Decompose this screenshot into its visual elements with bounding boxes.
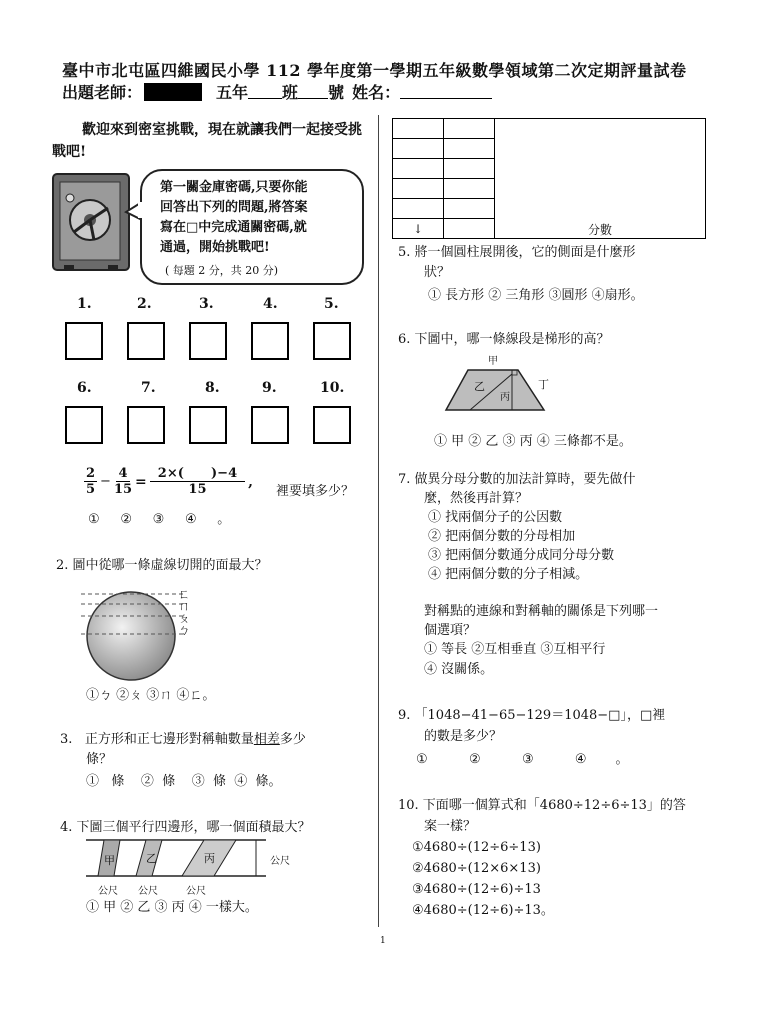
score-cell[interactable] (444, 139, 495, 159)
comma: , (248, 473, 253, 490)
bubble-score-note: ( 每題 2 分，共 20 分) (165, 264, 279, 277)
q2-options: ①ㄅ ②ㄆ ③ㄇ ④ㄈ。 (86, 688, 216, 703)
answer-box-2[interactable] (127, 322, 165, 360)
name-blank[interactable] (400, 84, 492, 99)
q1-prompt: 裡要填多少？ (276, 484, 355, 499)
q7-option: ③ 把兩個分數通分成同分母分數 (428, 548, 615, 563)
fraction (150, 466, 245, 497)
q4-text: 4. 下圖三個平行四邊形，哪一個面積最大？ (60, 820, 311, 835)
trap-label: 甲 (488, 356, 498, 367)
answer-box-7[interactable] (127, 406, 165, 444)
q5-text: 5. 將一個圓柱展開後，它的側面是什麼形 (398, 245, 636, 260)
score-label: 分數 (587, 223, 612, 237)
q8-options-line2: ④ 沒關係。 (424, 662, 494, 677)
trap-label: 乙 (474, 380, 485, 393)
answer-number: 7. (141, 380, 156, 396)
q3-text-part: 多少 (279, 732, 306, 747)
shape-label: 丙 (204, 852, 215, 865)
fraction (114, 466, 132, 497)
answer-box-10[interactable] (313, 406, 351, 444)
trap-label: 丁 (538, 378, 549, 391)
answer-box-8[interactable] (189, 406, 227, 444)
shape-label: 甲 (104, 854, 115, 867)
denominator: 15 (113, 482, 133, 497)
answer-number: 8. (205, 380, 220, 396)
exam-info-line (62, 80, 492, 103)
page-number: 1 (380, 936, 386, 946)
score-cell[interactable] (444, 219, 495, 239)
score-cell[interactable] (393, 139, 444, 159)
unit-label: 公尺 (138, 886, 158, 897)
answer-box-9[interactable] (251, 406, 289, 444)
score-total-cell[interactable] (495, 119, 706, 239)
q6-options: ① 甲 ② 乙 ③ 丙 ④ 三條都不是。 (434, 434, 632, 449)
q1-equation (84, 466, 253, 497)
q10-text: 10. 下面哪一個算式和「4680÷12÷6÷13」的答 (398, 798, 686, 813)
cut-label: ㄅ (178, 623, 191, 637)
answer-number: 5. (324, 296, 339, 312)
equals-sign: = (135, 473, 147, 490)
arrow-down-icon: ↓ (412, 221, 424, 236)
q2-cut-labels (178, 588, 190, 636)
answer-number: 3. (199, 296, 214, 312)
bubble-line: 通過，開始挑戰吧! (160, 240, 270, 255)
q8-text-line2: 個選項？ (424, 623, 477, 638)
q3-text (60, 730, 306, 750)
score-cell[interactable] (393, 219, 444, 239)
q3-options: ① 條 ② 條 ③ 條 ④ 條。 (86, 774, 282, 789)
q6-text: 6. 下圖中，哪一條線段是梯形的高？ (398, 332, 610, 347)
score-cell[interactable] (393, 159, 444, 179)
answer-box-5[interactable] (313, 322, 351, 360)
q7-text: 7. 做異分母分數的加法計算時，要先做什 (398, 472, 636, 487)
denominator: 5 (86, 482, 96, 497)
q4-options: ① 甲 ② 乙 ③ 丙 ④ 一樣大。 (86, 900, 258, 915)
shape-label: 乙 (146, 852, 157, 865)
answer-box-1[interactable] (65, 322, 103, 360)
answer-box-6[interactable] (65, 406, 103, 444)
numerator: 2 (86, 466, 96, 481)
cut-label: ㄇ (178, 599, 191, 613)
q8-options: ① 等長 ②互相垂直 ③互相平行 (424, 642, 606, 657)
bubble-line: 回答出下列的問題,將答案 (160, 200, 308, 215)
name-label: 姓名： (352, 83, 401, 102)
q10-option: ④4680÷(12÷6)÷13。 (412, 903, 554, 918)
q9-options: ① ② ③ ④ 。 (416, 752, 629, 767)
unit-label: 公尺 (186, 886, 206, 897)
numerator: 4 (118, 466, 128, 481)
score-cell[interactable] (444, 179, 495, 199)
seat-blank[interactable] (298, 84, 328, 99)
score-cell[interactable] (393, 119, 444, 139)
q7-text-line2: 麼，然後再計算？ (424, 491, 529, 506)
q9-text-line2: 的數是多少？ (424, 729, 503, 744)
q1-options: ① ② ③ ④ 。 (88, 512, 231, 527)
q9-text: 9. 「1048−41−65−129＝1048−□」，□裡 (398, 708, 666, 723)
exam-title: 臺中市北屯區四維國民小學 112 學年度第一學期五年級數學領域第二次定期評量試卷 (62, 61, 687, 80)
bubble-line: 寫在□中完成通關密碼,就 (160, 220, 307, 235)
bubble-text (160, 178, 350, 258)
answer-number: 10. (320, 380, 345, 396)
minus-sign: − (100, 474, 111, 489)
q8-text: 對稱點的連線和對稱軸的關係是下列哪一 (424, 604, 659, 619)
q10-option: ③4680÷(12÷6)÷13 (412, 882, 541, 897)
bubble-line: 第一關金庫密碼,只要你能 (160, 180, 308, 195)
intro-text: 歡迎來到密室挑戰，現在就讓我們一起接受挑戰吧! (52, 122, 362, 160)
q7-option: ④ 把兩個分數的分子相減。 (428, 567, 589, 582)
teacher-label: 出題老師： (62, 83, 143, 102)
q2-text: 2. 圖中從哪一條虛線切開的面最大？ (56, 558, 268, 573)
q3-number: 3. (60, 732, 73, 747)
redacted-teacher-name (144, 83, 202, 101)
seat-label: 號 (328, 83, 345, 102)
class-label: 班 (282, 83, 299, 102)
column-divider (378, 115, 379, 927)
fraction (84, 466, 97, 497)
trap-label: 丙 (500, 392, 510, 403)
score-table (392, 118, 706, 239)
cut-label: ㄆ (178, 611, 191, 625)
q3-text-line2: 條？ (86, 752, 113, 767)
answer-box-3[interactable] (189, 322, 227, 360)
numerator: 2×( )−4 (150, 466, 245, 482)
q3-underlined: 相差 (253, 732, 280, 747)
grade-label: 五年 (216, 83, 249, 102)
answer-number: 1. (77, 296, 92, 312)
q7-option: ② 把兩個分數的分母相加 (428, 529, 576, 544)
answer-number: 9. (262, 380, 277, 396)
score-cell[interactable] (393, 199, 444, 219)
q5-text-line2: 狀？ (424, 265, 451, 280)
answer-number: 6. (77, 380, 92, 396)
score-cell[interactable] (393, 179, 444, 199)
score-grid (392, 118, 706, 239)
unit-label: 公尺 (98, 886, 118, 897)
score-cell[interactable] (444, 119, 495, 139)
unit-label: 公尺 (270, 856, 290, 867)
answer-number: 4. (263, 296, 278, 312)
q5-options: ① 長方形 ② 三角形 ③圓形 ④扇形。 (428, 288, 644, 303)
q3-text-part: 正方形和正七邊形對稱軸數量 (84, 732, 254, 747)
score-cell[interactable] (444, 199, 495, 219)
answer-number: 2. (137, 296, 152, 312)
class-blank[interactable] (248, 84, 282, 99)
bubble-tail-cover (136, 202, 144, 218)
score-cell[interactable] (444, 159, 495, 179)
q10-option: ②4680÷(12×6×13) (412, 861, 541, 876)
q7-option: ① 找兩個分子的公因數 (428, 510, 563, 525)
cut-label: ㄈ (178, 587, 191, 601)
q10-text-line2: 案一樣？ (424, 819, 477, 834)
q10-option: ①4680÷(12÷6÷13) (412, 840, 541, 855)
denominator: 15 (188, 482, 207, 497)
answer-box-4[interactable] (251, 322, 289, 360)
